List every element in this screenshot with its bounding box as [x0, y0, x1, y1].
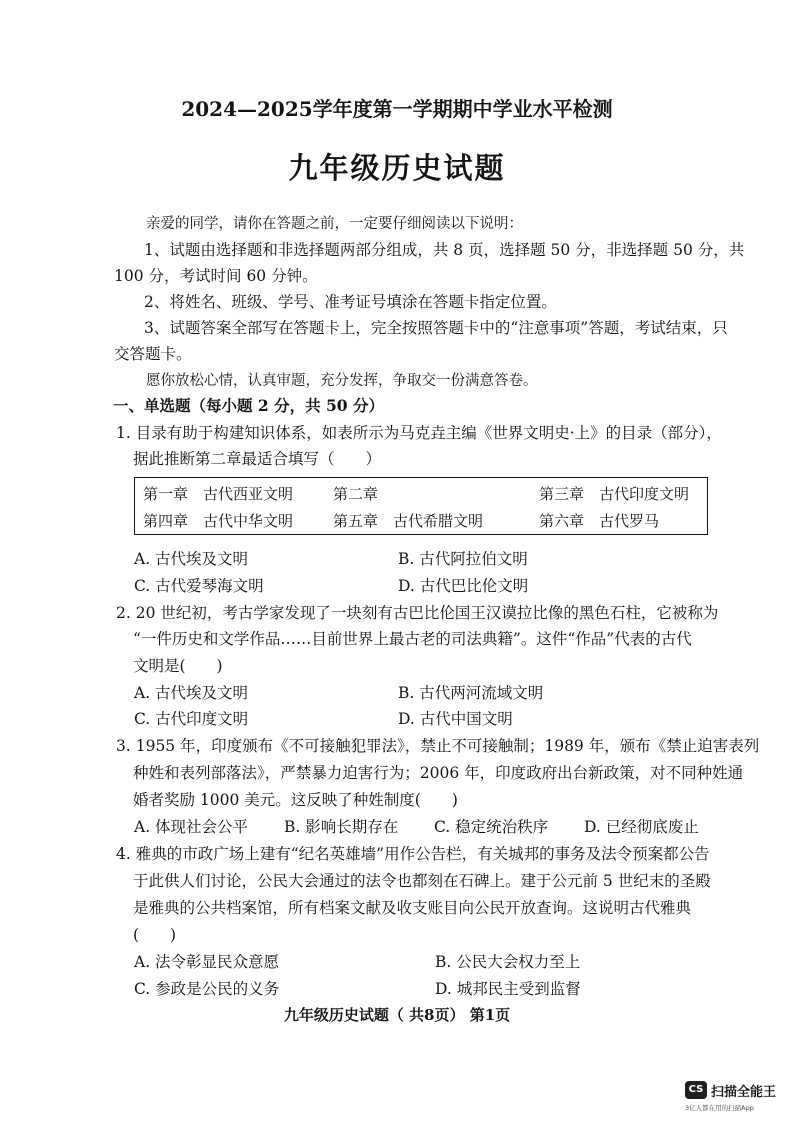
- toc-cell: 第一章 古代西亚文明: [143, 485, 294, 503]
- option-a[interactable]: A. 体现社会公平: [134, 818, 249, 836]
- toc-cell: 第二章: [333, 485, 379, 503]
- question-1-stem: 1. 目录有助于构建知识体系，如表所示为马克垚主编《世界文明史·上》的目录（部分），: [116, 424, 722, 442]
- instruction-1-cont: 100 分，考试时间 60 分钟。: [114, 267, 318, 285]
- toc-cell: 第四章 古代中华文明: [143, 512, 294, 530]
- question-1-stem: 据此推断第二章最适合填写（ ）: [133, 450, 382, 468]
- question-4-stem: 是雅典的公共档案馆，所有档案文献及收支账目向公民开放查询。这说明古代雅典: [133, 899, 692, 917]
- camscanner-logo-icon: CS: [685, 1081, 707, 1099]
- question-4-stem: 于此供人们讨论，公民大会通过的法令也都刻在石碑上。建于公元前 5 世纪末的圣殿: [133, 872, 711, 890]
- option-b[interactable]: B. 古代阿拉伯文明: [398, 550, 528, 568]
- page-title: 九年级历史试题: [288, 151, 506, 185]
- question-4-stem: 4. 雅典的市政广场上建有“纪名英雄墙”用作公告栏，有关城邦的事务及法令预案都公告: [116, 845, 710, 863]
- question-4-stem: ( ): [133, 926, 177, 944]
- instruction-3-cont: 交答题卡。: [114, 345, 192, 363]
- option-d[interactable]: D. 古代巴比伦文明: [398, 577, 529, 595]
- instruction-1: 1、试题由选择题和非选择题两部分组成，共 8 页，选择题 50 分，非选择题 50 分，共: [144, 241, 745, 259]
- instruction-3: 3、试题答案全部写在答题卡上，完全按照答题卡中的“注意事项”答题，考试结束，只: [144, 319, 728, 337]
- option-c[interactable]: C. 古代印度文明: [134, 710, 249, 728]
- watermark-brand: 扫描全能王: [711, 1085, 777, 1100]
- option-b[interactable]: B. 影响长期存在: [284, 818, 399, 836]
- page-footer: 九年级历史试题（ 共8页） 第1页: [283, 1006, 511, 1024]
- option-c[interactable]: C. 稳定统治秩序: [434, 818, 549, 836]
- question-3-stem: 婚者奖励 1000 美元。这反映了种姓制度( ): [133, 791, 458, 809]
- option-d[interactable]: D. 已经彻底废止: [584, 818, 699, 836]
- question-3-stem: 种姓和表列部落法》，严禁暴力迫害行为；2006 年，印度政府出台新政策，对不同种姓通: [133, 764, 744, 782]
- exam-name: 2024—2025学年度第一学期期中学业水平检测: [181, 97, 613, 121]
- question-2-stem: “一件历史和文学作品……目前世界上最古老的司法典籍”。这件“作品”代表的古代: [133, 630, 692, 648]
- option-c[interactable]: C. 参政是公民的义务: [134, 980, 280, 998]
- toc-cell: 第五章 古代希腊文明: [333, 512, 484, 530]
- section-heading: 一、单选题（每小题 2 分，共 50 分）: [113, 396, 384, 415]
- option-b[interactable]: B. 公民大会权力至上: [435, 953, 581, 971]
- option-c[interactable]: C. 古代爱琴海文明: [134, 577, 264, 595]
- watermark-tagline: 3亿人都在用的扫描App: [685, 1104, 754, 1112]
- question-2-stem: 2. 20 世纪初，考古学家发现了一块刻有古巴比伦国王汉谟拉比像的黑色石柱，它被称为: [116, 604, 719, 622]
- instruction-2: 2、将姓名、班级、学号、准考证号填涂在答题卡指定位置。: [144, 293, 557, 311]
- option-d[interactable]: D. 城邦民主受到监督: [435, 980, 581, 998]
- toc-cell: 第六章 古代罗马: [539, 512, 660, 530]
- option-b[interactable]: B. 古代两河流域文明: [398, 684, 544, 702]
- option-a[interactable]: A. 古代埃及文明: [134, 684, 249, 702]
- toc-cell: 第三章 古代印度文明: [539, 485, 690, 503]
- instructions-wish: 愿你放松心情，认真审题，充分发挥，争取交一份满意答卷。: [146, 373, 538, 389]
- option-a[interactable]: A. 古代埃及文明: [134, 550, 249, 568]
- question-2-stem: 文明是( ): [133, 657, 223, 675]
- option-d[interactable]: D. 古代中国文明: [398, 710, 513, 728]
- question-3-stem: 3. 1955 年，印度颁布《不可接触犯罪法》，禁止不可接触制；1989 年，颁布《禁止迫害表列: [116, 737, 760, 755]
- toc-table: [134, 477, 708, 535]
- instructions-greeting: 亲爱的同学，请你在答题之前，一定要仔细阅读以下说明：: [146, 216, 523, 232]
- option-a[interactable]: A. 法令彰显民众意愿: [134, 953, 280, 971]
